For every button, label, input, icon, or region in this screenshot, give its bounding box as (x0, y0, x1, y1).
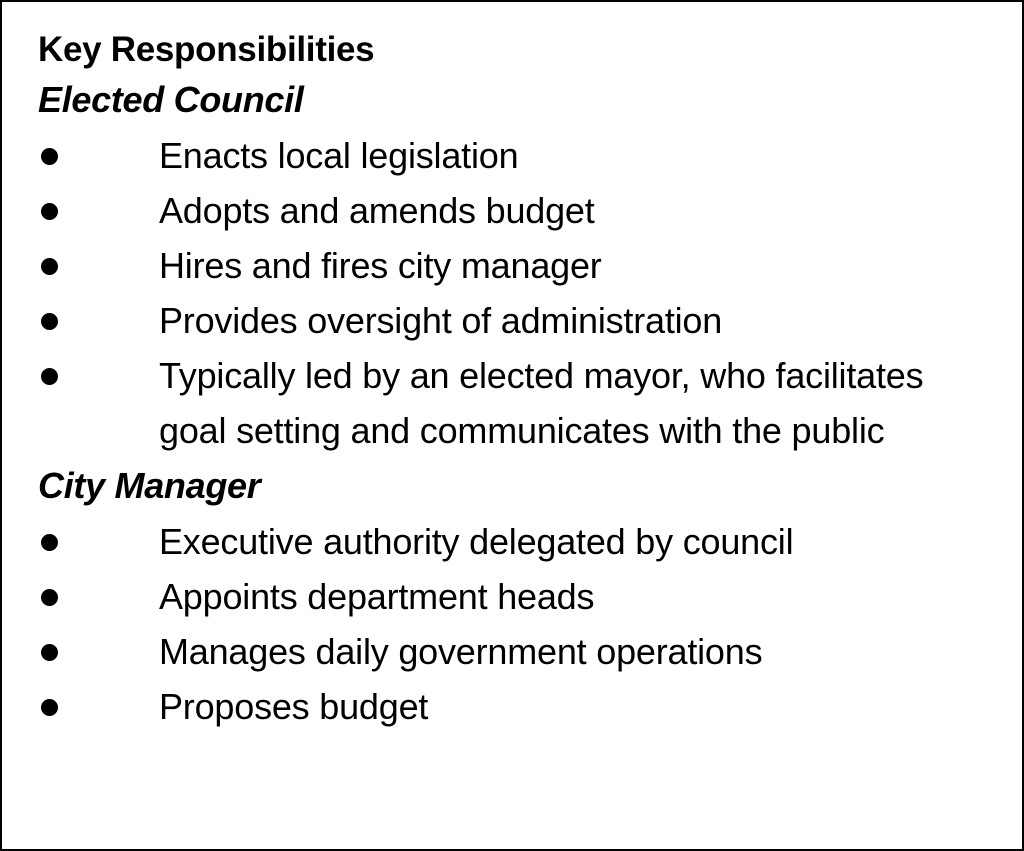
list-item-text: Executive authority delegated by council (159, 521, 794, 562)
bullet-icon (41, 368, 58, 385)
list-item-text: Proposes budget (159, 686, 429, 727)
list-item (38, 293, 998, 348)
list-item-text: Adopts and amends budget (159, 190, 595, 231)
bullet-icon (41, 589, 58, 606)
list-item (38, 128, 998, 183)
page-title: Key Responsibilities (38, 30, 375, 69)
section-heading-city-manager: City Manager (38, 465, 261, 506)
list-item (38, 514, 998, 569)
bullet-icon (41, 203, 58, 220)
bullet-icon (41, 644, 58, 661)
responsibilities-content (38, 28, 998, 734)
list-item-text: Hires and fires city manager (159, 245, 602, 286)
bullet-icon (41, 258, 58, 275)
list-item (38, 679, 998, 734)
bullet-icon (41, 148, 58, 165)
elected-council-list (38, 128, 998, 458)
list-item (38, 569, 998, 624)
list-item-text: Enacts local legislation (159, 135, 519, 176)
list-item (38, 624, 998, 679)
section-heading-elected-council: Elected Council (38, 79, 304, 120)
bullet-icon (41, 699, 58, 716)
list-item-text: Appoints department heads (159, 576, 595, 617)
bullet-icon (41, 313, 58, 330)
bullet-icon (41, 534, 58, 551)
list-item (38, 238, 998, 293)
city-manager-list (38, 514, 998, 734)
list-item-text: Provides oversight of administration (159, 300, 723, 341)
list-item-text: Manages daily government operations (159, 631, 763, 672)
list-item (38, 348, 998, 458)
list-item (38, 183, 998, 238)
list-item-text: Typically led by an elected mayor, who facilitates goal setting and communicates with the public (159, 355, 924, 451)
